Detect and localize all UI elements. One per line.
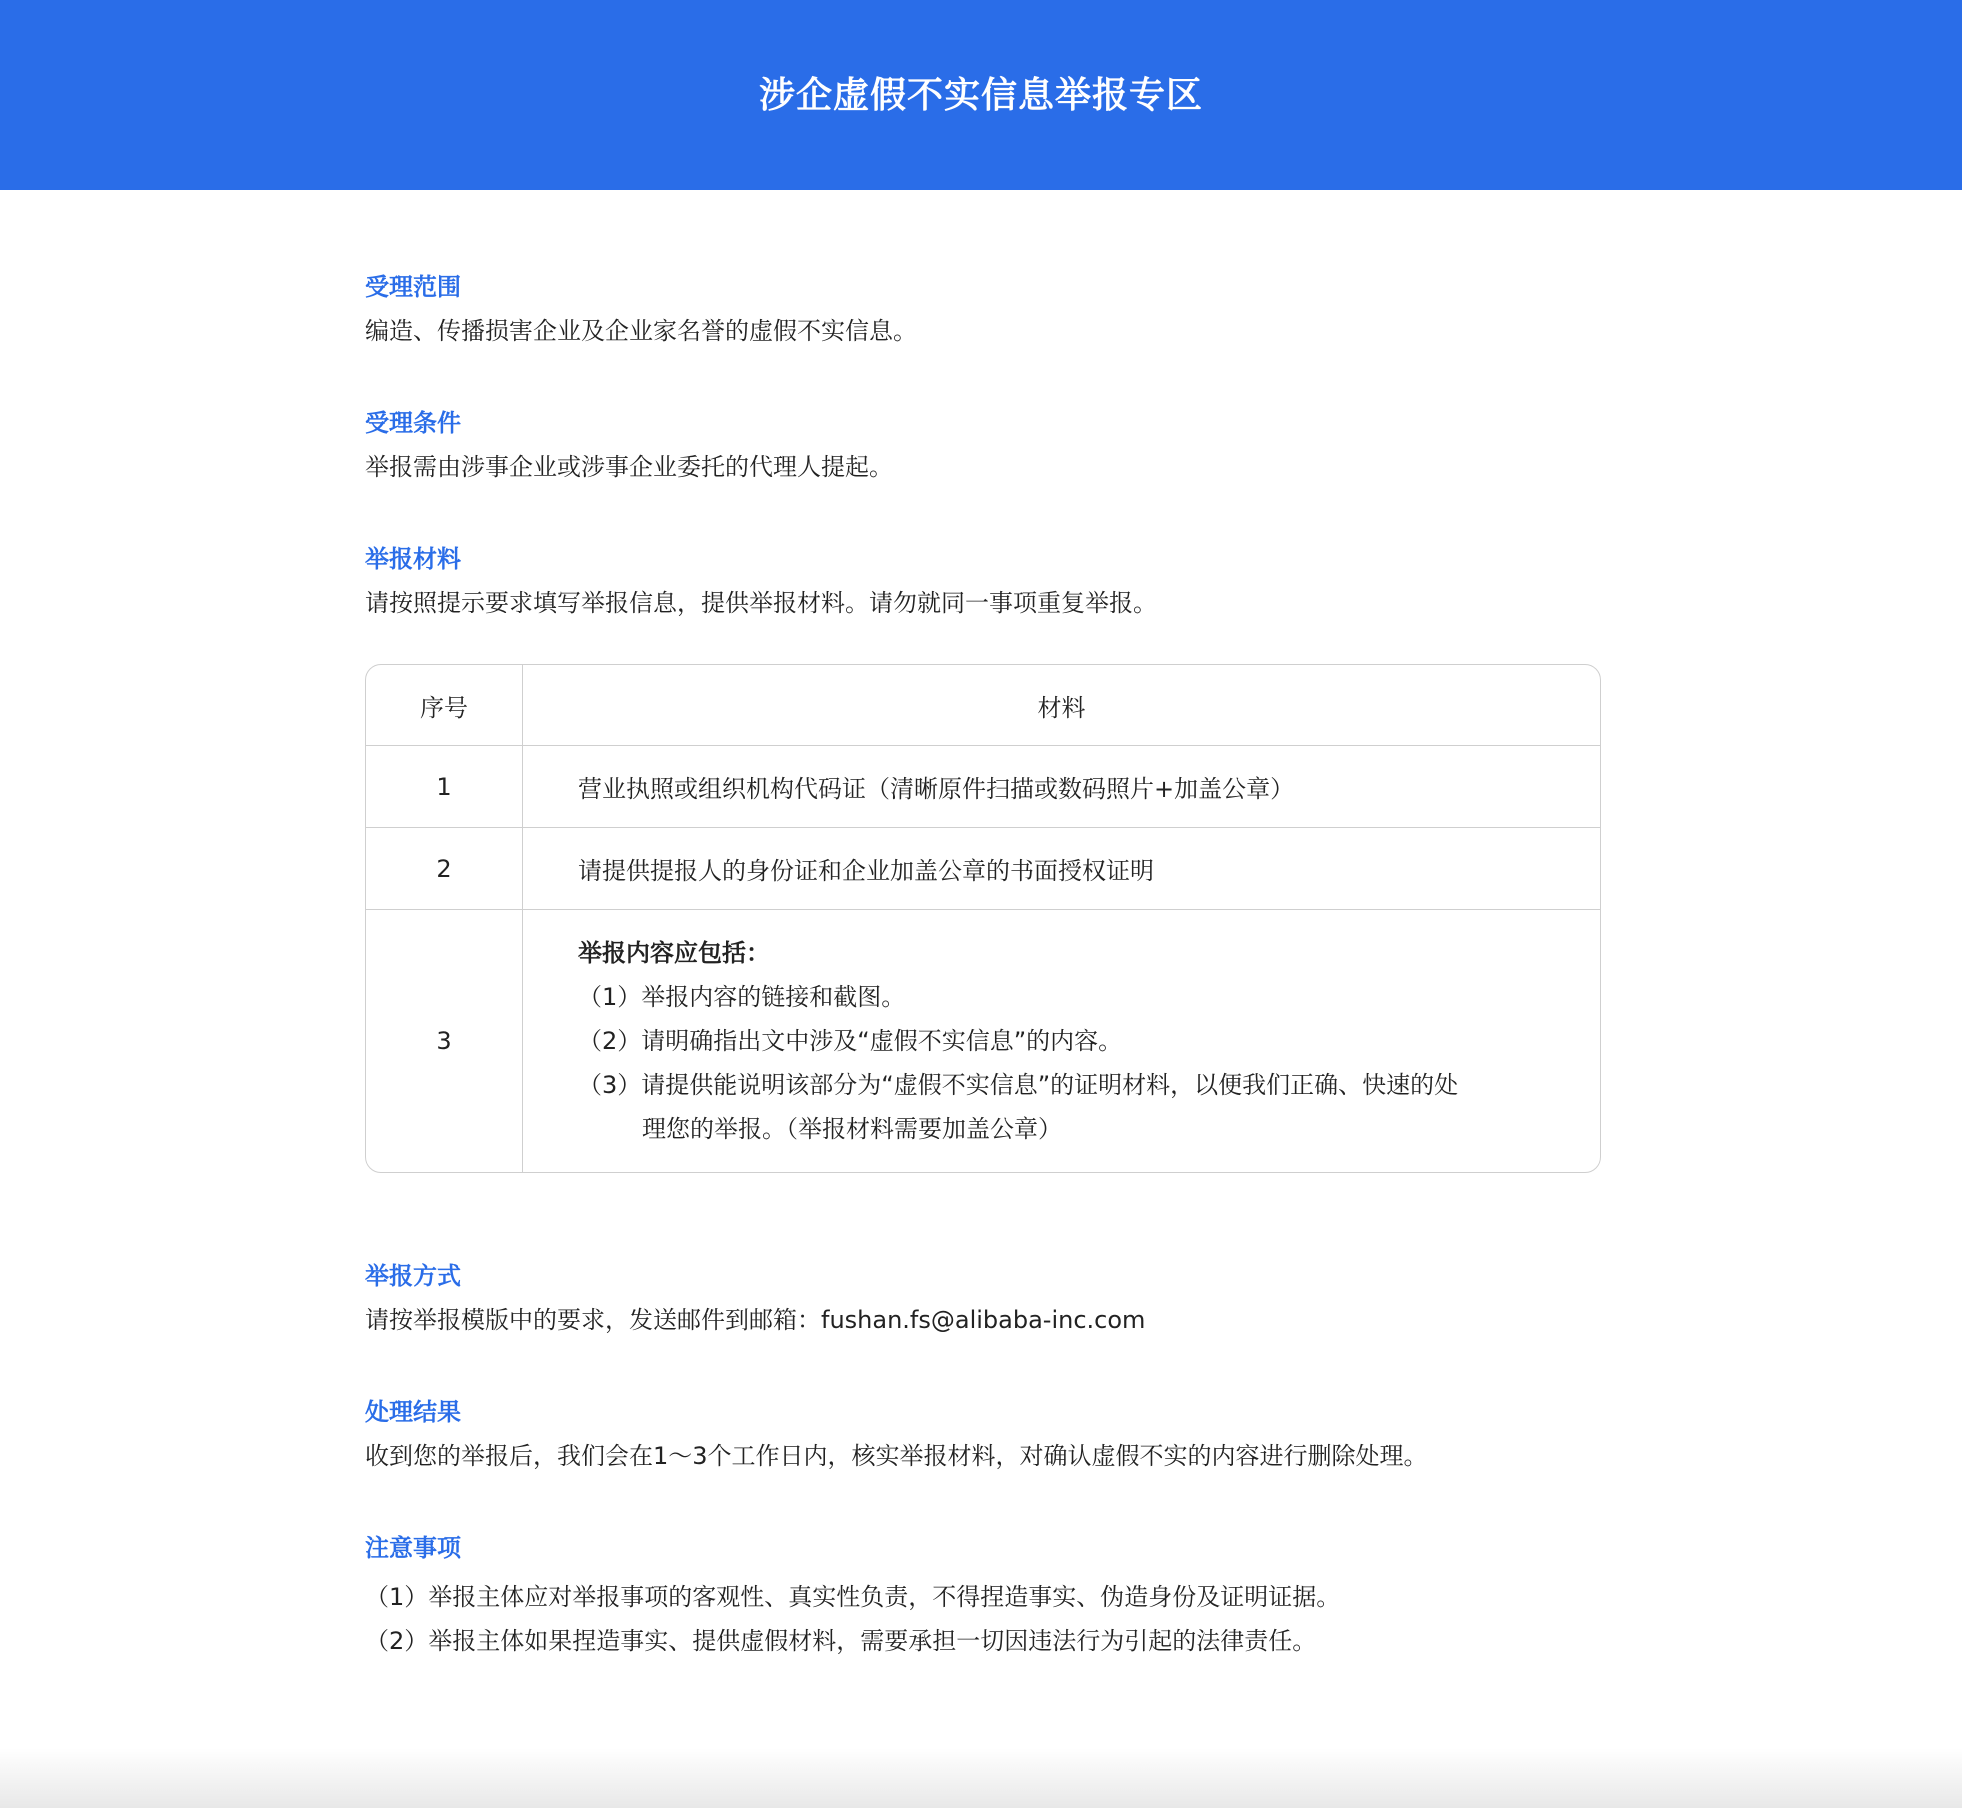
- main-content: [365, 270, 1601, 1721]
- table-row: [366, 910, 1600, 1173]
- section-body-materials: 请按照提示要求填写举报信息，提供举报材料。请勿就同一事项重复举报。: [365, 589, 1157, 617]
- section-materials: [365, 542, 1601, 620]
- row-material-line: （1）举报内容的链接和截图。: [578, 983, 906, 1011]
- top-banner: [0, 0, 1962, 190]
- section-conditions: [365, 406, 1601, 484]
- section-result: [365, 1395, 1601, 1473]
- materials-table: [365, 664, 1601, 1173]
- section-body-method: 请按举报模版中的要求，发送邮件到邮箱：fushan.fs@alibaba-inc.com: [365, 1306, 1146, 1334]
- section-title-notes: 注意事项: [365, 1534, 461, 1562]
- row-material-line: （3）请提供能说明该部分为“虚假不实信息”的证明材料，以便我们正确、快速的处: [578, 1071, 1459, 1099]
- page-title: 涉企虚假不实信息举报专区: [758, 74, 1203, 116]
- row-number: 3: [366, 910, 523, 1173]
- table-header-row: [366, 665, 1600, 746]
- header-material: 材料: [523, 665, 1601, 746]
- row-material: 营业执照或组织机构代码证（清晰原件扫描或数码照片+加盖公章）: [523, 746, 1601, 828]
- row-number: 2: [366, 828, 523, 910]
- materials-table-grid: [366, 665, 1600, 1172]
- header-no: 序号: [366, 665, 523, 746]
- note-line: （2）举报主体如果捏造事实、提供虚假材料，需要承担一切因违法行为引起的法律责任。: [365, 1627, 1317, 1655]
- section-title-result: 处理结果: [365, 1398, 461, 1426]
- section-title-scope: 受理范围: [365, 273, 461, 301]
- section-body-conditions: 举报需由涉事企业或涉事企业委托的代理人提起。: [365, 453, 893, 481]
- section-title-conditions: 受理条件: [365, 409, 461, 437]
- row-material-multiline: [523, 910, 1601, 1173]
- section-body-result: 收到您的举报后，我们会在1～3个工作日内，核实举报材料，对确认虚假不实的内容进行删除处理。: [365, 1442, 1428, 1470]
- row-material-line: （2）请明确指出文中涉及“虚假不实信息”的内容。: [578, 1027, 1123, 1055]
- section-notes: [365, 1531, 1601, 1663]
- section-title-method: 举报方式: [365, 1262, 461, 1290]
- note-line: （1）举报主体应对举报事项的客观性、真实性负责，不得捏造事实、伪造身份及证明证据。: [365, 1583, 1341, 1611]
- row-material-title: 举报内容应包括：: [578, 939, 770, 967]
- row-number: 1: [366, 746, 523, 828]
- bottom-shadow: [0, 1748, 1962, 1808]
- table-row: [366, 828, 1600, 910]
- section-body-notes: [365, 1575, 1601, 1663]
- section-method: [365, 1259, 1601, 1337]
- row-material: 请提供提报人的身份证和企业加盖公章的书面授权证明: [523, 828, 1601, 910]
- section-scope: [365, 270, 1601, 348]
- section-title-materials: 举报材料: [365, 545, 461, 573]
- table-row: [366, 746, 1600, 828]
- section-body-scope: 编造、传播损害企业及企业家名誉的虚假不实信息。: [365, 317, 917, 345]
- row-material-line: 理您的举报。（举报材料需要加盖公章）: [642, 1115, 1062, 1143]
